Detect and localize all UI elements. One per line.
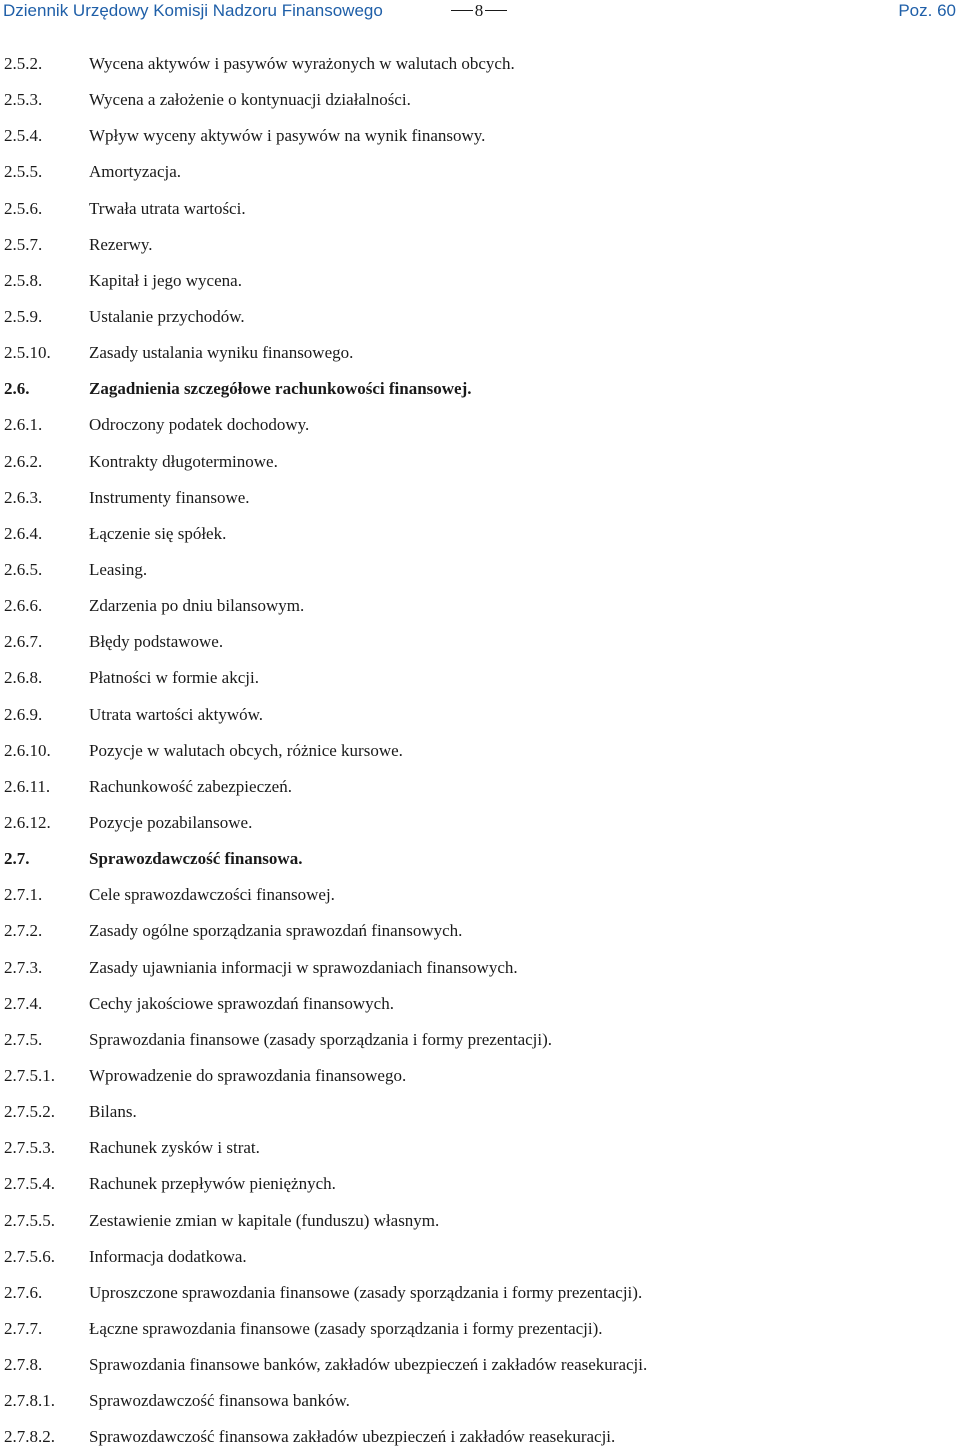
- toc-entry-number: 2.6.: [4, 379, 30, 399]
- toc-entry-number: 2.5.10.: [4, 343, 51, 363]
- toc-entry-number: 2.7.3.: [4, 957, 43, 977]
- toc-entry-number: 2.7.5.2.: [4, 1102, 55, 1122]
- toc-entry: [0, 588, 960, 624]
- toc-entry-title: Zasady ogólne sporządzania sprawozdań finansowych.: [89, 921, 463, 941]
- toc-entry: [0, 1166, 960, 1202]
- toc-entry-title: Pozycje w walutach obcych, różnice kursowe.: [89, 740, 403, 760]
- toc-entry: [0, 1130, 960, 1166]
- toc-entry-title: Wycena a założenie o kontynuacji działalności.: [89, 90, 411, 110]
- toc-entry-number: 2.6.11.: [4, 776, 51, 796]
- toc-entry: [0, 407, 960, 443]
- toc-entry-number: 2.5.6.: [4, 198, 43, 218]
- toc-entry-number: 2.7.5.6.: [4, 1246, 55, 1266]
- toc-entry-number: 2.7.6.: [4, 1282, 43, 1302]
- toc-entry: [0, 986, 960, 1022]
- toc-entry-title: Zagadnienia szczegółowe rachunkowości finansowej.: [89, 379, 472, 399]
- toc-entry-title: Utrata wartości aktywów.: [89, 704, 264, 724]
- toc-entry-number: 2.7.8.2.: [4, 1427, 55, 1447]
- toc-entry: [0, 1275, 960, 1311]
- toc-entry: [0, 299, 960, 335]
- position-number: Poz. 60: [898, 1, 956, 20]
- toc-entry-title: Wpływ wyceny aktywów i pasywów na wynik finansowy.: [89, 126, 486, 146]
- toc-entry-title: Błędy podstawowe.: [89, 632, 224, 652]
- toc-entry-number: 2.6.12.: [4, 812, 51, 832]
- toc-entry-title: Zestawienie zmian w kapitale (funduszu) własnym.: [89, 1210, 440, 1230]
- toc-entry-title: Zdarzenia po dniu bilansowym.: [89, 596, 305, 616]
- toc-entry-number: 2.5.7.: [4, 234, 43, 254]
- toc-entry-number: 2.6.9.: [4, 704, 43, 724]
- toc-entry: [0, 841, 960, 877]
- toc-entry-number: 2.7.8.1.: [4, 1391, 55, 1411]
- toc-entry: [0, 1419, 960, 1455]
- toc-entry: [0, 1022, 960, 1058]
- toc-entry-title: Informacja dodatkowa.: [89, 1246, 247, 1266]
- toc-entry: [0, 1239, 960, 1275]
- toc-entry: [0, 552, 960, 588]
- toc-entry-number: 2.5.9.: [4, 306, 43, 326]
- toc-entry-title: Sprawozdawczość finansowa.: [89, 849, 303, 869]
- toc-entry-title: Kapitał i jego wycena.: [89, 270, 242, 290]
- toc-entry-title: Rezerwy.: [89, 234, 153, 254]
- toc-entry-number: 2.6.10.: [4, 740, 51, 760]
- toc-entry-title: Rachunek przepływów pieniężnych.: [89, 1174, 336, 1194]
- toc-entry-title: Łączenie się spółek.: [89, 523, 227, 543]
- toc-entry: [0, 913, 960, 949]
- toc-entry: [0, 950, 960, 986]
- toc-entry: [0, 335, 960, 371]
- toc-entry-title: Instrumenty finansowe.: [89, 487, 250, 507]
- toc-entry: [0, 227, 960, 263]
- toc-entry-title: Zasady ustalania wyniku finansowego.: [89, 343, 354, 363]
- toc-entry: [0, 877, 960, 913]
- toc-entry: [0, 516, 960, 552]
- toc-entry-title: Płatności w formie akcji.: [89, 668, 259, 688]
- toc-entry: [0, 697, 960, 733]
- toc-entry-number: 2.7.: [4, 849, 30, 869]
- page-header: [0, 0, 960, 28]
- page-number: 8: [474, 1, 484, 20]
- toc-entry-number: 2.7.4.: [4, 993, 43, 1013]
- toc-entry-title: Kontrakty długoterminowe.: [89, 451, 278, 471]
- toc-entry: [0, 624, 960, 660]
- toc-entry-number: 2.7.1.: [4, 885, 43, 905]
- toc-entry-number: 2.7.5.: [4, 1029, 43, 1049]
- toc-entry: [0, 82, 960, 118]
- table-of-contents: [0, 46, 960, 1455]
- toc-entry-number: 2.6.3.: [4, 487, 43, 507]
- toc-entry-number: 2.5.2.: [4, 54, 43, 73]
- toc-entry-title: Cele sprawozdawczości finansowej.: [89, 885, 335, 905]
- toc-entry-title: Wycena aktywów i pasywów wyrażonych w walutach obcych.: [89, 54, 515, 73]
- toc-entry-title: Sprawozdania finansowe banków, zakładów ubezpieczeń i zakładów reasekuracji.: [89, 1355, 648, 1375]
- toc-entry: [0, 371, 960, 407]
- toc-entry-title: Sprawozdawczość finansowa zakładów ubezpieczeń i zakładów reasekuracji.: [89, 1427, 616, 1447]
- toc-entry-title: Ustalanie przychodów.: [89, 306, 245, 326]
- toc-entry-number: 2.7.7.: [4, 1318, 43, 1338]
- toc-entry-title: Trwała utrata wartości.: [89, 198, 246, 218]
- toc-entry-number: 2.5.8.: [4, 270, 43, 290]
- toc-entry-title: Wprowadzenie do sprawozdania finansowego.: [89, 1065, 407, 1085]
- toc-entry-title: Uproszczone sprawozdania finansowe (zasady sporządzania i formy prezentacji).: [89, 1282, 643, 1302]
- toc-entry-number: 2.6.5.: [4, 559, 43, 579]
- page-number-dash-right: [485, 10, 507, 11]
- toc-entry-number: 2.6.7.: [4, 632, 43, 652]
- toc-entry: [0, 1058, 960, 1094]
- toc-entry-title: Łączne sprawozdania finansowe (zasady sporządzania i formy prezentacji).: [89, 1318, 603, 1338]
- toc-entry: [0, 805, 960, 841]
- toc-entry-title: Cechy jakościowe sprawozdań finansowych.: [89, 993, 394, 1013]
- toc-entry-title: Sprawozdawczość finansowa banków.: [89, 1391, 350, 1411]
- toc-entry-number: 2.6.6.: [4, 596, 43, 616]
- toc-entry: [0, 118, 960, 154]
- toc-entry-number: 2.7.5.1.: [4, 1065, 55, 1085]
- toc-entry-number: 2.6.4.: [4, 523, 43, 543]
- toc-entry: [0, 1094, 960, 1130]
- toc-entry: [0, 1347, 960, 1383]
- toc-entry-number: 2.5.3.: [4, 90, 43, 110]
- toc-entry: [0, 1311, 960, 1347]
- toc-entry: [0, 733, 960, 769]
- toc-entry-number: 2.5.5.: [4, 162, 43, 182]
- toc-entry-number: 2.7.5.4.: [4, 1174, 55, 1194]
- toc-entry: [0, 263, 960, 299]
- toc-entry-title: Sprawozdania finansowe (zasady sporządzania i formy prezentacji).: [89, 1029, 553, 1049]
- toc-entry-number: 2.5.4.: [4, 126, 43, 146]
- toc-entry-title: Odroczony podatek dochodowy.: [89, 415, 310, 435]
- toc-entry-number: 2.6.8.: [4, 668, 43, 688]
- toc-entry-number: 2.6.1.: [4, 415, 43, 435]
- toc-entry-number: 2.7.8.: [4, 1355, 43, 1375]
- toc-entry: [0, 444, 960, 480]
- toc-entry-number: 2.7.2.: [4, 921, 43, 941]
- toc-entry: [0, 1203, 960, 1239]
- toc-entry: [0, 660, 960, 696]
- toc-entry-number: 2.6.2.: [4, 451, 43, 471]
- toc-entry-title: Rachunkowość zabezpieczeń.: [89, 776, 292, 796]
- toc-entry-title: Rachunek zysków i strat.: [89, 1138, 260, 1158]
- toc-entry: [0, 191, 960, 227]
- toc-entry-title: Zasady ujawniania informacji w sprawozdaniach finansowych.: [89, 957, 518, 977]
- toc-entry-title: Leasing.: [89, 559, 148, 579]
- toc-entry-number: 2.7.5.3.: [4, 1138, 55, 1158]
- toc-entry: [0, 769, 960, 805]
- toc-entry: [0, 1383, 960, 1419]
- toc-entry-title: Pozycje pozabilansowe.: [89, 812, 253, 832]
- toc-entry: [0, 480, 960, 516]
- journal-title: Dziennik Urzędowy Komisji Nadzoru Finansowego: [3, 1, 383, 20]
- toc-entry: [0, 46, 960, 82]
- toc-entry-title: Amortyzacja.: [89, 162, 182, 182]
- toc-entry-number: 2.7.5.5.: [4, 1210, 55, 1230]
- toc-entry-title: Bilans.: [89, 1102, 137, 1122]
- toc-entry: [0, 154, 960, 190]
